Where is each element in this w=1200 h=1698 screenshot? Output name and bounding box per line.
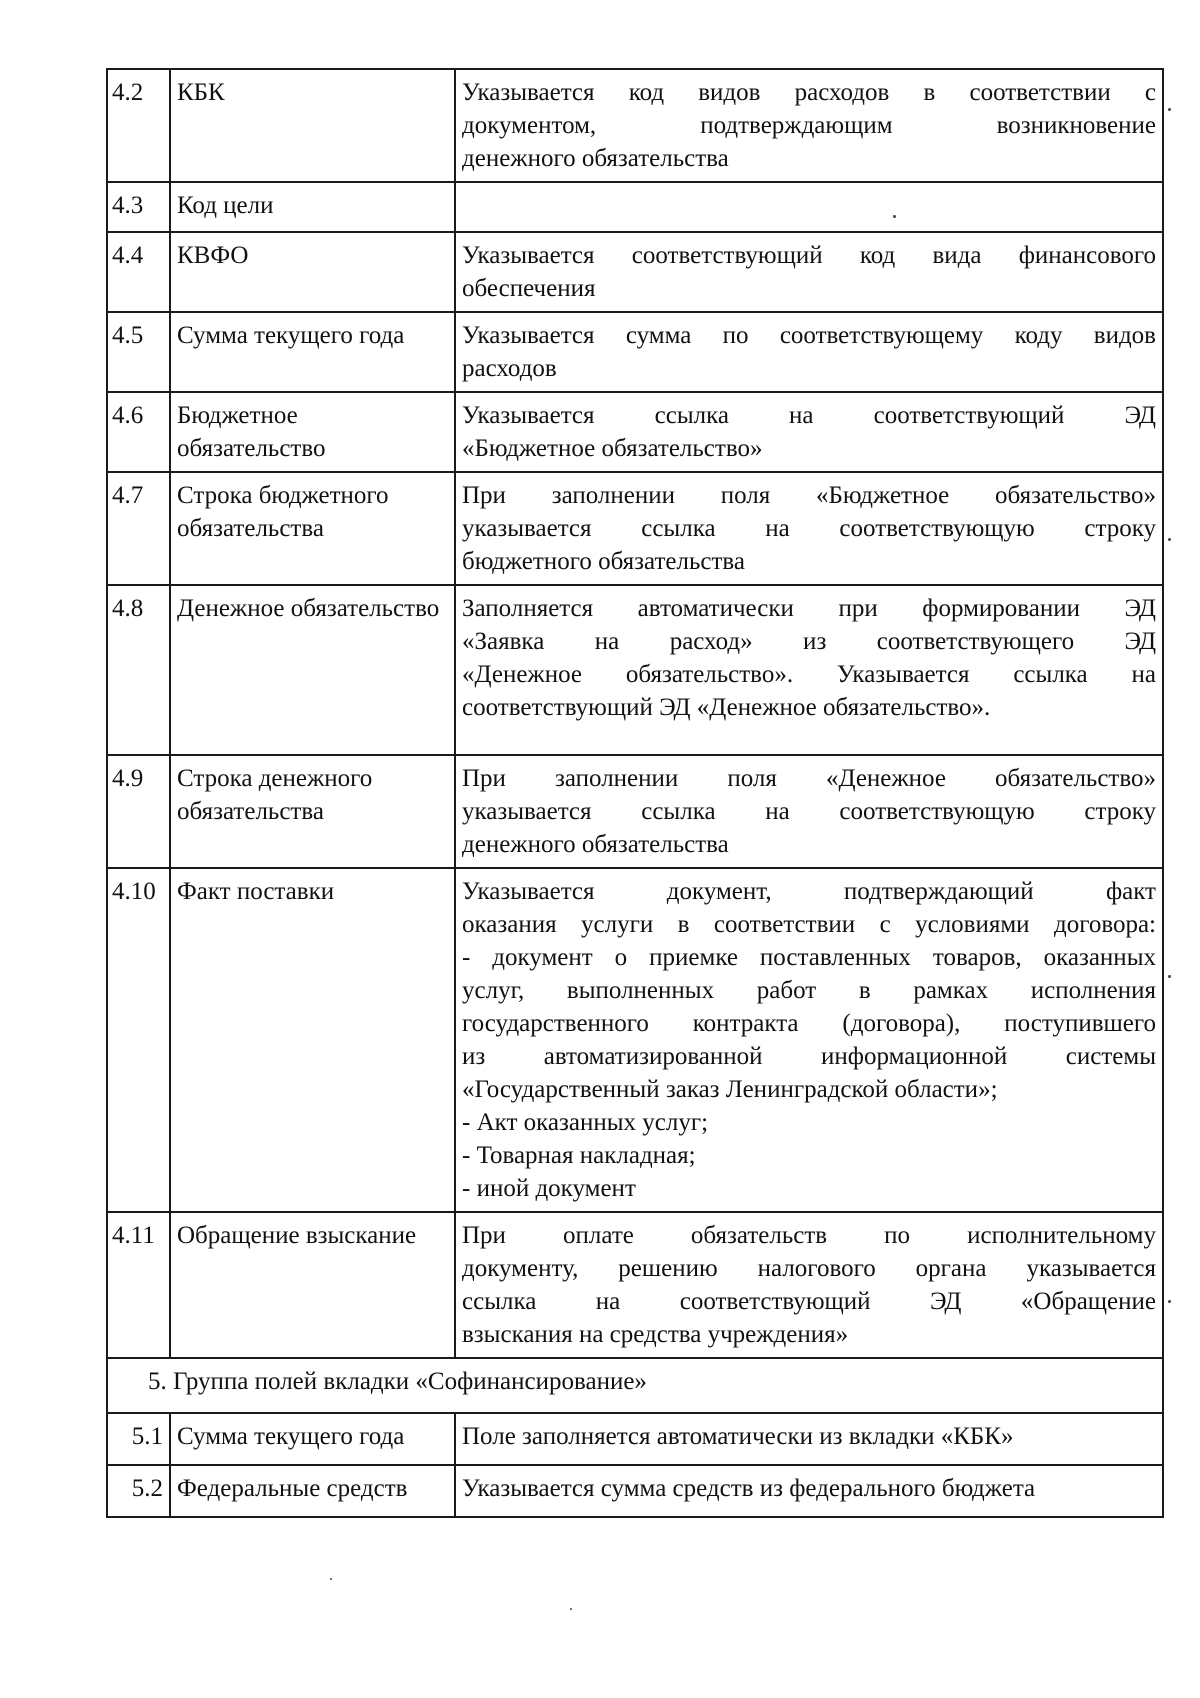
table-row: [107, 755, 1163, 868]
row-number: 4.6: [107, 392, 170, 472]
field-description: Поле заполняется автоматически из вкладки «КБК»: [455, 1413, 1163, 1465]
scan-speck: [330, 1578, 332, 1580]
table-row: [107, 232, 1163, 312]
table-row: [107, 1413, 1163, 1465]
field-name: Денежное обязательство: [170, 585, 455, 755]
scan-speck: [1168, 1300, 1171, 1303]
table-row: [107, 182, 1163, 232]
field-name: Код цели: [170, 182, 455, 232]
row-number: 4.5: [107, 312, 170, 392]
field-name: Строка денежного обязательства: [170, 755, 455, 868]
row-number: 4.2: [107, 69, 170, 182]
scan-speck: [1168, 108, 1171, 111]
row-number: 4.10: [107, 868, 170, 1212]
table-row: [107, 1465, 1163, 1517]
field-description: Указывается ссылка на соответствующий ЭД «Бюджетное обязательство»: [455, 392, 1163, 472]
field-description: [455, 182, 1163, 232]
field-description: Заполняется автоматически при формировании ЭД «Заявка на расход» из соответствующего ЭД «Денежное обязательство». Указывается ссылка на соответствующий ЭД «Денежное обязательство».: [455, 585, 1163, 755]
field-description: Указывается документ, подтверждающий факт оказания услуги в соответствии с условиями договора: - документ о приемке поставленных товаров, оказанных услуг, выполненных работ в рамках исполнения государственного контракта (договора), поступившего из автоматизированной информационной системы «Государственный заказ Ленинградской области»; - Акт оказанных услуг; - Товарная накладная; - иной документ: [455, 868, 1163, 1212]
table-row: [107, 868, 1163, 1212]
field-name: КВФО: [170, 232, 455, 312]
field-name: Строка бюджетного обязательства: [170, 472, 455, 585]
row-number: 5.1: [107, 1413, 170, 1465]
field-description: При заполнении поля «Денежное обязательство» указывается ссылка на соответствующую строку денежного обязательства: [455, 755, 1163, 868]
scan-speck: [1168, 538, 1171, 541]
table-row: [107, 312, 1163, 392]
fields-table: [106, 68, 1164, 1518]
field-name: Сумма текущего года: [170, 1413, 455, 1465]
row-number: 4.3: [107, 182, 170, 232]
field-description: Указывается сумма средств из федерального бюджета: [455, 1465, 1163, 1517]
scan-speck: [570, 1608, 572, 1610]
field-name: Обращение взыскание: [170, 1212, 455, 1358]
field-name: Бюджетное обязательство: [170, 392, 455, 472]
field-description: При заполнении поля «Бюджетное обязательство» указывается ссылка на соответствующую строку бюджетного обязательства: [455, 472, 1163, 585]
field-name: КБК: [170, 69, 455, 182]
table-row: [107, 472, 1163, 585]
field-name: Сумма текущего года: [170, 312, 455, 392]
row-number: 4.11: [107, 1212, 170, 1358]
field-name: Федеральные средств: [170, 1465, 455, 1517]
field-description: Указывается код видов расходов в соответствии с документом, подтверждающим возникновение денежного обязательства: [455, 69, 1163, 182]
row-number: 4.9: [107, 755, 170, 868]
field-description: Указывается сумма по соответствующему коду видов расходов: [455, 312, 1163, 392]
table-row: [107, 392, 1163, 472]
scan-speck: [1168, 975, 1171, 978]
section-title: 5. Группа полей вкладки «Софинансирование»: [107, 1358, 1163, 1413]
table-row: [107, 585, 1163, 755]
field-name: Факт поставки: [170, 868, 455, 1212]
field-description: Указывается соответствующий код вида финансового обеспечения: [455, 232, 1163, 312]
table-row: [107, 1212, 1163, 1358]
scan-speck: [893, 215, 896, 218]
row-number: 5.2: [107, 1465, 170, 1517]
table-row: [107, 69, 1163, 182]
section-row: [107, 1358, 1163, 1413]
row-number: 4.7: [107, 472, 170, 585]
row-number: 4.8: [107, 585, 170, 755]
field-description: При оплате обязательств по исполнительному документу, решению налогового органа указывается ссылка на соответствующий ЭД «Обращение взыскания на средства учреждения»: [455, 1212, 1163, 1358]
row-number: 4.4: [107, 232, 170, 312]
